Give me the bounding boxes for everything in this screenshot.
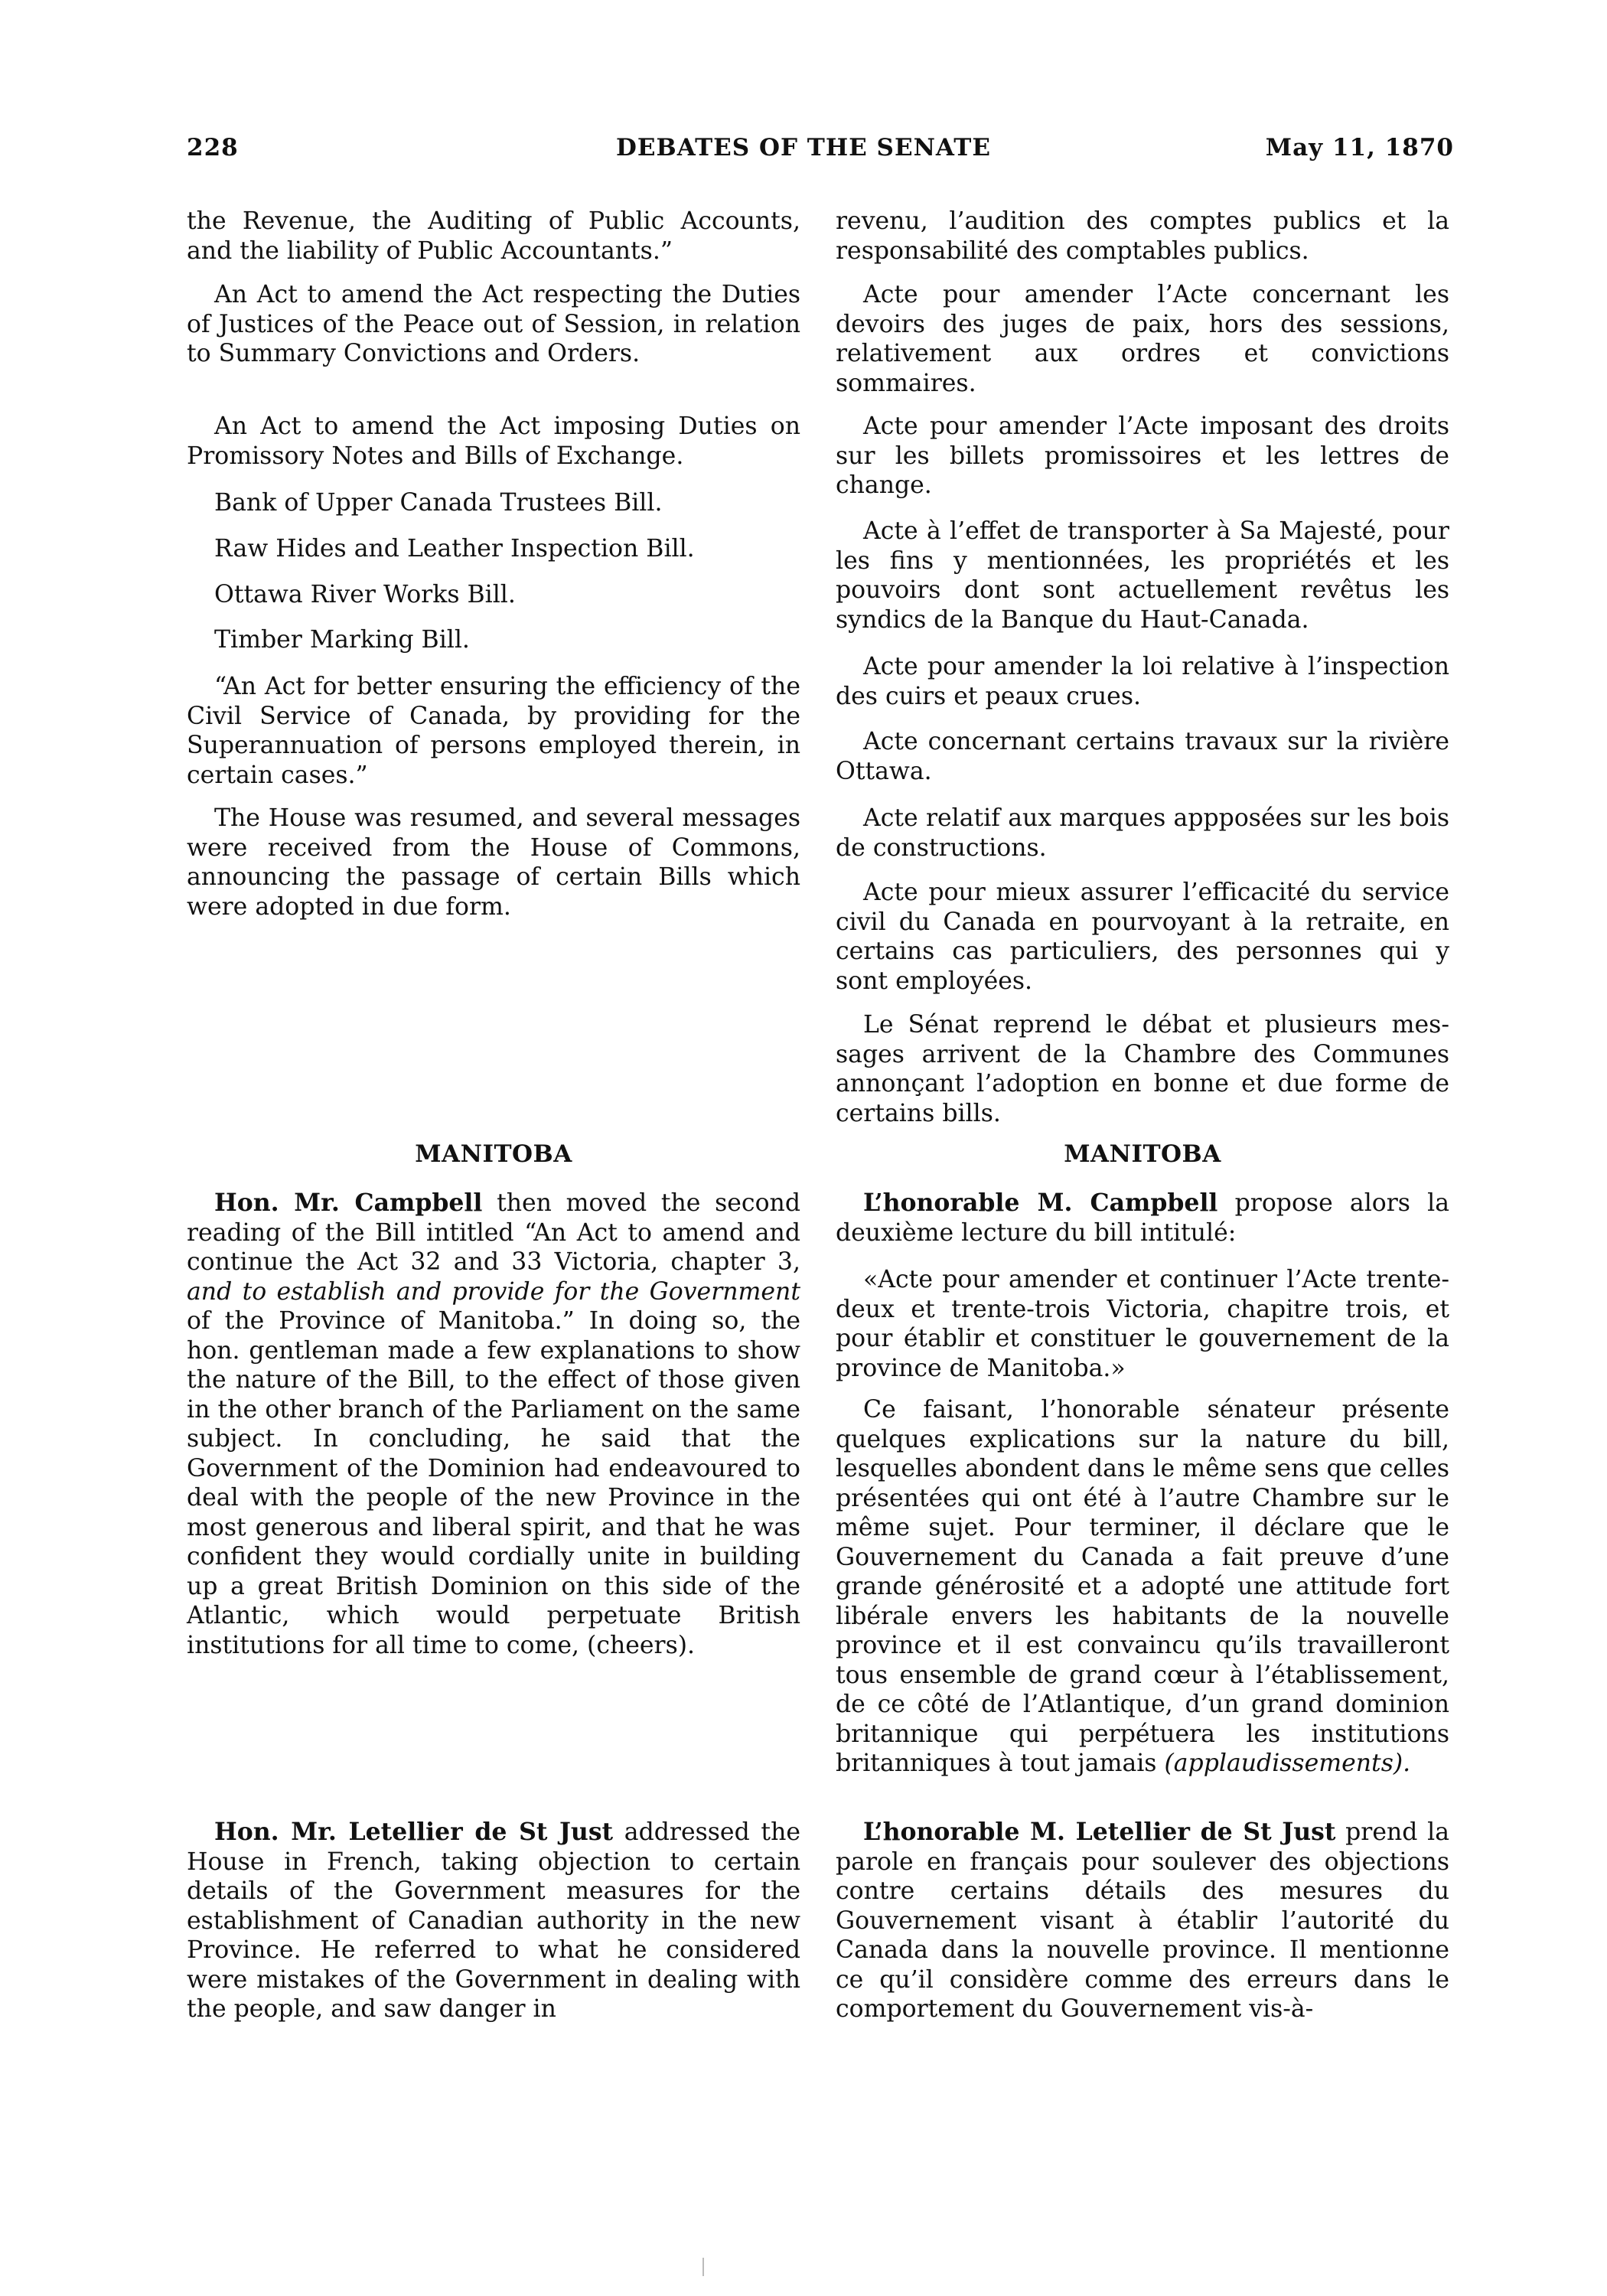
paragraph-revenue: the Revenue, the Auditing of Public Accounts, and the liability of Public Accountants.”	[187, 207, 800, 265]
paragraph-billets: Acte pour amender l’Acte imposant des droits sur les billets promissoires et les lettres de change.	[836, 413, 1449, 499]
paragraph-service-civil: Acte pour mieux assurer l’efficacité du service civil du Canada en pourvoyant à la retraite, en certains cas particuliers, des personnes qui y sont employées.	[836, 879, 1449, 995]
paragraph-revenu: revenu, l’audition des comptes publics et la responsabilité des comptables publics.	[836, 207, 1449, 265]
speaker-letellier-fr: L’honorable M. Letellier de St Just	[863, 1818, 1336, 1846]
speaker-letellier: Hon. Mr. Letellier de St Just	[214, 1818, 614, 1846]
manitoba-heading-fr: MANITOBA	[1064, 1140, 1221, 1168]
paragraph-juges-de-paix: Acte pour amender l’Acte concernant les devoirs des juges de paix, hors des sessions, relativement aux ordres et convictions sommaires.	[836, 281, 1449, 397]
paragraph-sa-majeste: Acte à l’effet de transporter à Sa Majesté, pour les fins y mentionnées, les propriétés et les pouvoirs dont sont actuellement revêtus les syndics de la Banque du Haut-Canada.	[836, 517, 1449, 634]
running-title: DEBATES OF THE SENATE	[616, 134, 991, 161]
page-header	[0, 134, 1607, 172]
paragraph-bank-bill: Bank of Upper Canada Trustees Bill.	[214, 489, 663, 517]
manitoba-heading: MANITOBA	[415, 1140, 572, 1168]
scan-mark	[702, 2258, 704, 2276]
paragraph-ottawa-bill: Ottawa River Works Bill.	[214, 581, 516, 608]
header-date: May 11, 1870	[1265, 134, 1454, 161]
paragraph-senat-reprend: Le Sénat reprend le débat et plusieurs messages arrivent de la Chambre des Communes annonçant l’adoption en bonne et due forme de certains bills.	[836, 1011, 1449, 1127]
paragraph-duties-act: An Act to amend the Act imposing Duties on Promissory Notes and Bills of Exchange.	[187, 413, 800, 470]
paragraph-cuirs: Acte pour amender la loi relative à l’inspection des cuirs et peaux crues.	[836, 653, 1449, 710]
page-number: 228	[187, 134, 239, 161]
paragraph-justices-act: An Act to amend the Act respecting the Duties of Justices of the Peace out of Session, in relation to Summary Convictions and Orders.	[187, 281, 800, 367]
speaker-campbell: Hon. Mr. Campbell	[214, 1189, 483, 1217]
paragraph-campbell: Hon. Mr. Campbell then moved the second reading of the Bill intitled “An Act to amend and continue the Act 32 and 33 Victoria, chapter 3, and to establish and provide for the Government of the Province of Manitoba.” In doing so, the hon. gentleman made a few explanations to show the nature of the Bill, to the effect of those given in the other branch of the Parliament on the same subject. In concluding, he said that the Government of the Dominion had endeavoured to deal with the people of the new Province in the most generous and liberal spirit, and that he was confident they would cordially unite in building up a great British Dominion on this side of the Atlantic, which would perpetuate British institutions for all time to come, (cheers).	[187, 1189, 800, 1659]
paragraph-timber-bill: Timber Marking Bill.	[214, 626, 470, 654]
paragraph-letellier: Hon. Mr. Letellier de St Just addressed the House in French, taking objection to certain details of the Government measures for the establishment of Canadian authority in the new Province. He referred to what he considered were mistakes of the Government in dealing with the people, and saw danger in	[187, 1818, 800, 2023]
speaker-campbell-fr: L’honorable M. Campbell	[863, 1189, 1218, 1217]
paragraph-acte-manitoba: «Acte pour amender et continuer l’Acte trente-deux et trente-trois Victoria, chapitre trois, et pour établir et constituer le gouvernement de la province de Manitoba.»	[836, 1266, 1449, 1382]
paragraph-house-resumed: The House was resumed, and several messages were received from the House of Commons, announcing the passage of certain Bills which were adopted in due form.	[187, 804, 800, 921]
paragraph-civil-service-act: “An Act for better ensuring the efficiency of the Civil Service of Canada, by providing for the Superannuation of persons employed therein, in certain cases.”	[187, 673, 800, 789]
paragraph-marques: Acte relatif aux marques appposées sur les bois de constructions.	[836, 804, 1449, 862]
paragraph-travaux: Acte concernant certains travaux sur la rivière Ottawa.	[836, 728, 1449, 785]
paragraph-ce-faisant: Ce faisant, l’honorable sénateur présente quelques explications sur la nature du bill, lesquelles abondent dans le même sens que celles présentées qui ont été à l’autre Chambre sur le même sujet. Pour terminer, il déclare que le Gouvernement du Canada a fait preuve d’une grande générosité et a adopté une attitude fort libérale envers les habitants de la nouvelle province et il est convaincu qu’ils travailleront tous ensemble de grand cœur à l’établissement, de ce côté de l’Atlantique, d’un grand dominion britannique qui perpétuera les institutions britanniques à tout jamais (applaudissements).	[836, 1396, 1449, 1777]
paragraph-letellier-fr: L’honorable M. Letellier de St Just prend la parole en français pour soulever des objections contre certains détails des mesures du Gouvernement visant à établir l’autorité du Canada dans la nouvelle province. Il mentionne ce qu’il considère comme des erreurs dans le comportement du Gouvernement vis-à-	[836, 1818, 1449, 2023]
paragraph-hides-bill: Raw Hides and Leather Inspection Bill.	[214, 535, 695, 563]
paragraph-campbell-fr: L’honorable M. Campbell propose alors la deuxième lecture du bill intitulé:	[836, 1189, 1450, 1247]
